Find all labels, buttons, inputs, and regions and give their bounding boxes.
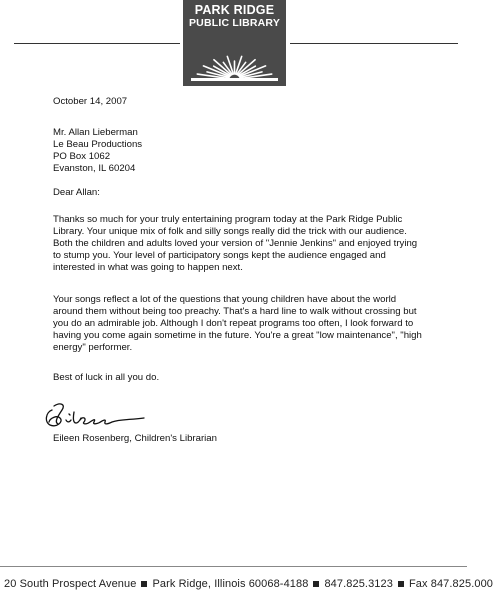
header-rule-right (290, 43, 458, 44)
paragraph-2-line: Your songs reflect a lot of the questions that young children have about the world (53, 294, 397, 305)
footer-city: Park Ridge, Illinois 60068-4188 (152, 578, 309, 590)
separator-square-icon (141, 581, 147, 587)
footer-rule (0, 566, 467, 567)
recipient-name: Mr. Allan Lieberman (53, 127, 138, 138)
footer-address-bar (4, 578, 493, 590)
paragraph-1-line: interested in what was going to happen next. (53, 262, 243, 273)
footer-fax: Fax 847.825.000 (408, 578, 493, 590)
paragraph-2-line: energy" performer. (53, 342, 133, 353)
footer-phone: 847.825.3123 (324, 578, 393, 590)
separator-square-icon (398, 581, 404, 587)
salutation: Dear Allan: (53, 187, 100, 198)
header-rule-left (14, 43, 180, 44)
closing: Best of luck in all you do. (53, 372, 160, 383)
recipient-po-box: PO Box 1062 (53, 151, 111, 162)
library-logo (183, 0, 286, 86)
logo-line-2: PUBLIC LIBRARY (188, 17, 281, 29)
sunburst-icon (183, 28, 286, 86)
signature-image (40, 398, 150, 434)
paragraph-1-line: Library. Your unique mix of folk and silly songs really did the trick with our audience. (53, 226, 407, 237)
separator-square-icon (313, 581, 319, 587)
paragraph-2-line: having you come again sometime in the future. You're a great "low maintenance", "high (53, 330, 422, 341)
recipient-company: Le Beau Productions (53, 139, 143, 150)
paragraph-2-line: around them without being too preachy. That's a hard line to walk without crossing but (53, 306, 417, 317)
paragraph-2-line: you do an admirable job. Although I don't repeat programs too often, I look forward to (53, 318, 414, 329)
recipient-city: Evanston, IL 60204 (53, 163, 136, 174)
footer-address: 20 South Prospect Avenue (4, 578, 137, 590)
paragraph-1-line: Thanks so much for your truly entertaining program today at the Park Ridge Public (53, 214, 403, 225)
paragraph-1-line: to stump you. Your level of participatory songs kept the audience engaged and (53, 250, 386, 261)
letter-date: October 14, 2007 (53, 96, 128, 107)
signer-name: Eileen Rosenberg, Children's Librarian (53, 433, 217, 444)
paragraph-1-line: Both the children and adults loved your version of "Jennie Jenkins" and enjoyed trying (53, 238, 418, 249)
logo-line-1: PARK RIDGE (194, 3, 275, 17)
